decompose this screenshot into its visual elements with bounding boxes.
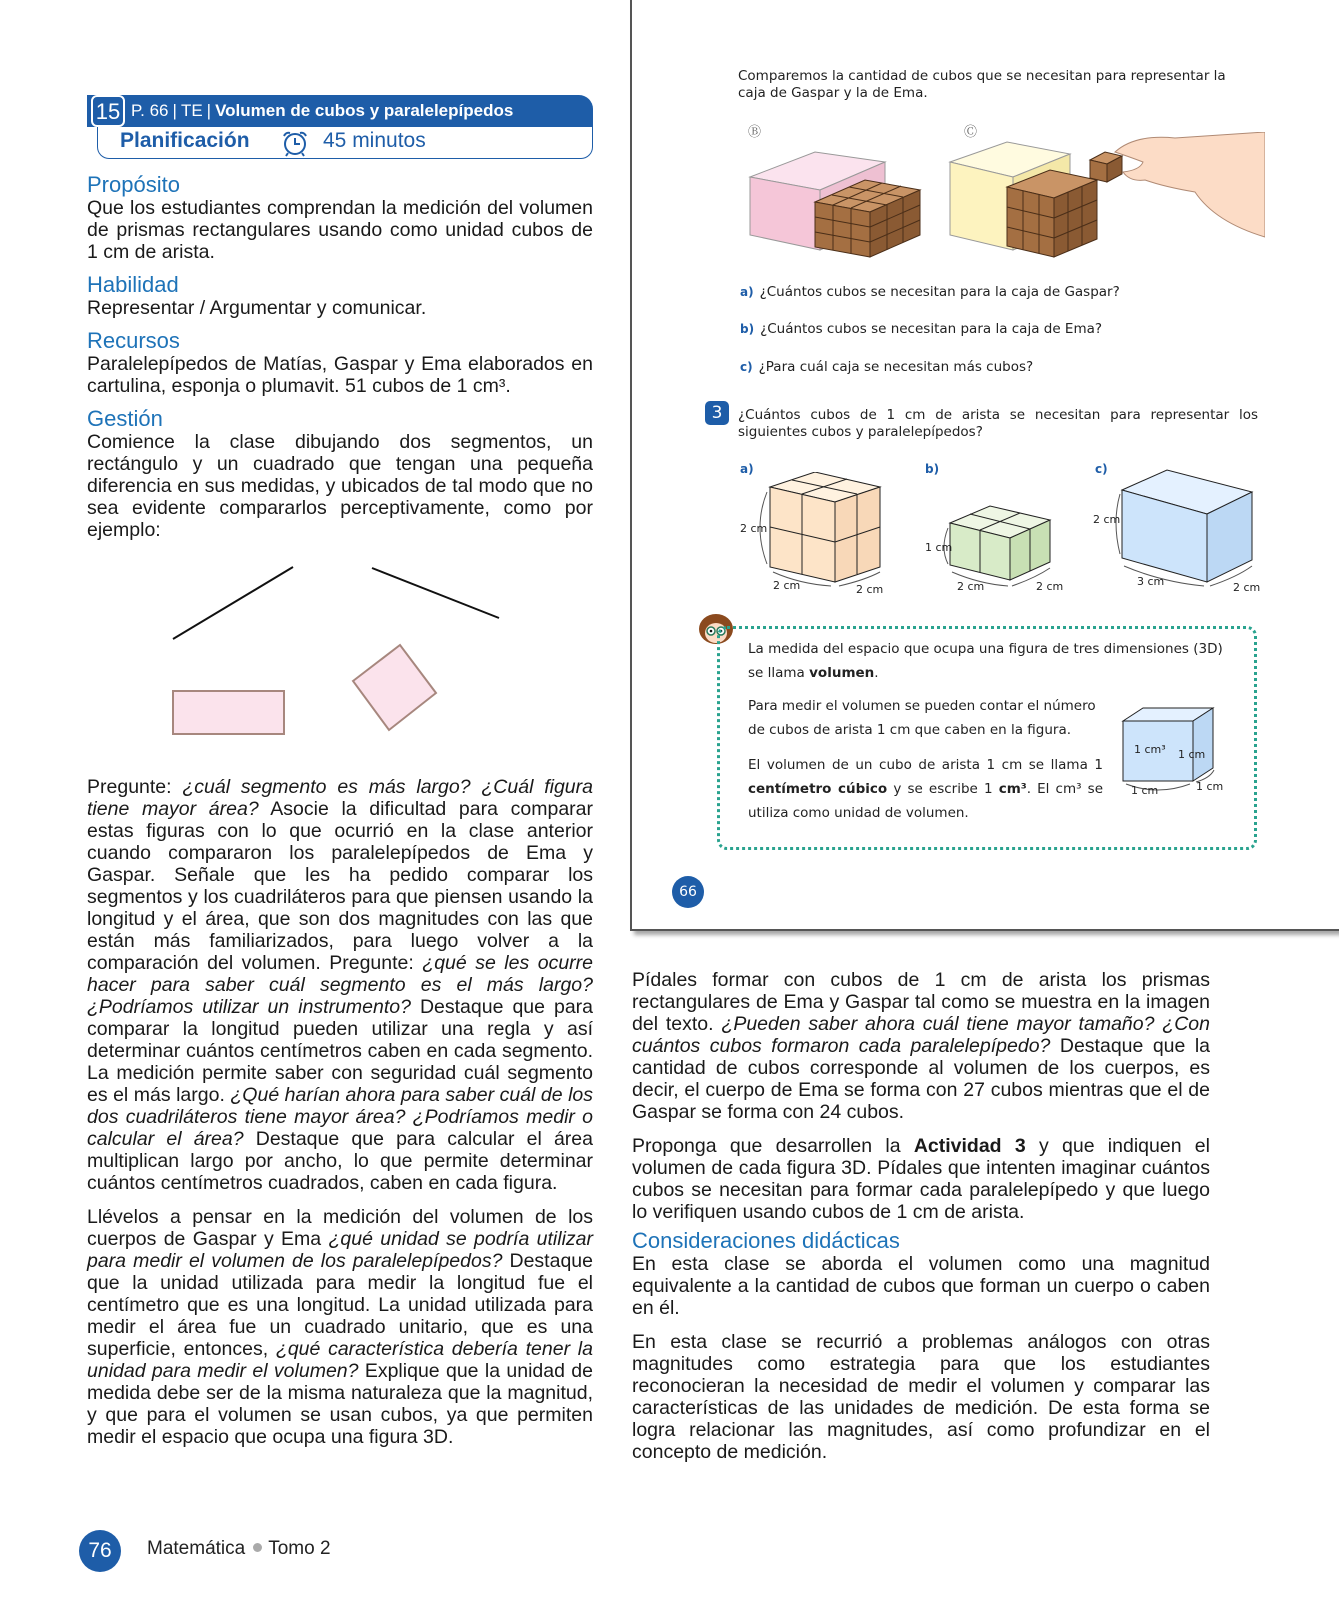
book-ref: TE <box>180 101 203 120</box>
alarm-clock-icon <box>278 129 312 157</box>
planning-box <box>97 127 593 159</box>
square-shape <box>353 645 436 730</box>
example-shapes <box>87 541 593 776</box>
right-paragraph-2: Proponga que desarrollen la Actividad 3 y que indiquen el volumen de cada figura 3D. Pídales que intenten imaginar cuántos cubos se necesitan para formar cada paralelepípedo y que luego lo verifiquen usando cubos de 1 cm de arista. <box>632 1135 1210 1223</box>
fig-a-letter: a) <box>740 462 754 476</box>
gestion-heading: Gestión <box>87 406 163 431</box>
figure-b-prism <box>940 498 1080 593</box>
boxes-illustration <box>745 132 1265 262</box>
habilidad-heading: Habilidad <box>87 272 179 297</box>
segment-left <box>173 567 293 639</box>
definition-cm3: El volumen de un cubo de arista 1 cm se llama 1 centímetro cúbico y se escribe 1 cm³. El cm³ se utiliza como unidad de volumen. <box>748 757 1103 821</box>
definition-measure: Para medir el volumen se pueden contar el número de cubos de arista 1 cm que caben en la figura. <box>748 698 1096 738</box>
fig-c-dim-1: 2 cm <box>1093 513 1121 526</box>
right-paragraph-1: Pídales formar con cubos de 1 cm de arista los prismas rectangulares de Ema y Gaspar tal como se muestra en la imagen del texto. ¿Pueden saber ahora cuál tiene mayor tamaño? ¿Con cuántos cubos formaron cada paralelepípedo? Destaque que la cantidad de cubos corresponde al volumen de los cuerpos, es decir, el cuerpo de Ema se forma con 27 cubos mientras que el de Gaspar se forma con 24 cubos. <box>632 969 1211 1123</box>
lesson-title: P. 66 | TE | Volumen de cubos y paralelepípedos <box>131 101 514 120</box>
fig-c-letter: c) <box>1095 462 1108 476</box>
unit-cube-label-cm3: 1 cm³ <box>1134 743 1166 756</box>
left-column <box>87 95 593 1448</box>
fig-c-dim-2: 3 cm <box>1137 575 1165 588</box>
right-column <box>632 969 1210 1463</box>
lesson-title-text: Volumen de cubos y paralelepípedos <box>215 101 514 120</box>
activity-text: ¿Cuántos cubos de 1 cm de arista se necesitan para representar los siguientes cubos y paralelepípedos? <box>738 407 1258 440</box>
gestion-paragraph-1: Pregunte: ¿cuál segmento es más largo? ¿Cuál figura tiene mayor área? Asocie la dificultad para comparar estas figuras con lo que ocurrió en la clase anterior cuando compararon los paralelepípedos de Ema y Gaspar. Señale que les ha pedido comparar los segmentos y los cuadriláteros para que piensen usando la longitud y el área, que son dos magnitudes con las que están más familiarizados, para luego volver a la comparación del volumen. Pregunte: ¿qué se les ocurre hacer para saber cuál segmento es el más largo? ¿Podríamos utilizar un instrumento? Destaque que para comparar la longitud pueden utilizar una regla y así determinar cuántos centímetros caben en cada segmento. La medición permite saber con seguridad cuál segmento es el más largo. ¿Qué harían ahora para saber cuál de los dos cuadriláteros tiene mayor área? ¿Podríamos medir o calcular el área? Destaque que para calcular el área multiplican largo por ancho, lo que permite determinar cuántos centímetros cuadrados, caben en cada figura. <box>87 776 594 1194</box>
unit-cube-label-depth: 1 cm <box>1196 780 1224 793</box>
fig-a-dim-2: 2 cm <box>773 579 801 592</box>
habilidad-text: Representar / Argumentar y comunicar. <box>87 297 427 319</box>
rectangle-shape <box>173 691 284 734</box>
ema-cubes <box>1007 170 1097 257</box>
book-intro-text: Comparemos la cantidad de cubos que se necesitan para representar la caja de Gaspar y la de Ema. <box>738 68 1226 101</box>
lesson-header <box>87 95 593 159</box>
unit-cube-label-height: 1 cm <box>1178 748 1206 761</box>
box-c-label: Ⓒ <box>964 125 978 140</box>
hand-holding-cube-icon <box>1090 132 1265 237</box>
footer-dot-icon <box>253 1543 262 1552</box>
fig-c-dim-3: 2 cm <box>1233 581 1261 594</box>
consideraciones-heading: Consideraciones didácticas <box>632 1228 900 1253</box>
question-c: c) ¿Para cuál caja se necesitan más cubos? <box>740 359 1034 375</box>
activity-number: 3 <box>705 401 729 425</box>
question-b: b) ¿Cuántos cubos se necesitan para la caja de Ema? <box>740 321 1103 337</box>
fig-b-letter: b) <box>925 462 940 476</box>
box-b-label: Ⓑ <box>748 125 762 140</box>
fig-b-dim-2: 2 cm <box>957 580 985 593</box>
example-shapes-drawing <box>87 541 593 776</box>
question-a: a) ¿Cuántos cubos se necesitan para la caja de Gaspar? <box>740 284 1120 300</box>
right-paragraph-3: En esta clase se aborda el volumen como una magnitud equivalente a la cantidad de cubos que forman un cuerpo o caben en él. <box>632 1253 1210 1319</box>
figure-c-prism <box>1112 462 1262 592</box>
footer-page-number: 76 <box>79 1530 121 1572</box>
gestion-intro: Comience la clase dibujando dos segmentos, un rectángulo y un cuadrado que tengan una pequeña diferencia en sus medidas, y ubicados de tal modo que no sea evidente compararlos perceptivamente, como por ejemplo: <box>87 431 593 541</box>
segment-right <box>372 568 499 618</box>
lesson-number: 15 <box>91 95 125 127</box>
fig-a-dim-1: 2 cm <box>740 522 768 535</box>
definition-volume: La medida del espacio que ocupa una figura de tres dimensiones (3D) se llama volumen. <box>748 641 1223 681</box>
book-page-number: 66 <box>672 876 704 908</box>
proposito-heading: Propósito <box>87 172 180 197</box>
recursos-heading: Recursos <box>87 328 180 353</box>
page-ref: P. 66 <box>131 101 169 120</box>
planning-label: Planificación <box>120 129 250 152</box>
gestion-paragraph-2: Llévelos a pensar en la medición del volumen de los cuerpos de Gaspar y Ema ¿qué unidad se podría utilizar para medir el volumen de los paralelepípedos? Destaque que la unidad utilizada para medir la longitud fue el centímetro que es una longitud. La unidad utilizada para medir el área fue un cuadrado unitario, que es una superficie, entonces, ¿qué característica debería tener la unidad para medir el volumen? Explique que la unidad de medida debe ser de la misma naturaleza que la magnitud, y que para el volumen se usan cubos, ya que permiten medir el espacio que ocupa una figura 3D. <box>87 1206 593 1448</box>
right-paragraph-4: En esta clase se recurrió a problemas análogos con otras magnitudes como estrategia para que los estudiantes reconocieran la necesidad de medir el volumen y comparar las características de las unidades de medición. De esta forma se logra relacionar las magnitudes, así como profundizar en el concepto de medición. <box>632 1331 1210 1463</box>
recursos-text: Paralelepípedos de Matías, Gaspar y Ema elaborados en cartulina, esponja o plumavit. 51 cubos de 1 cm³. <box>87 353 593 397</box>
fig-b-dim-1: 1 cm <box>925 541 953 554</box>
unit-cube-label-width: 1 cm <box>1131 784 1159 797</box>
fig-a-dim-3: 2 cm <box>856 583 884 596</box>
proposito-text: Que los estudiantes comprendan la medición del volumen de prismas rectangulares usando como unidad cubos de 1 cm de arista. <box>87 197 593 263</box>
planning-duration: 45 minutos <box>323 129 426 152</box>
fig-b-dim-3: 2 cm <box>1036 580 1064 593</box>
footer-text: Matemática Tomo 2 <box>147 1538 331 1559</box>
